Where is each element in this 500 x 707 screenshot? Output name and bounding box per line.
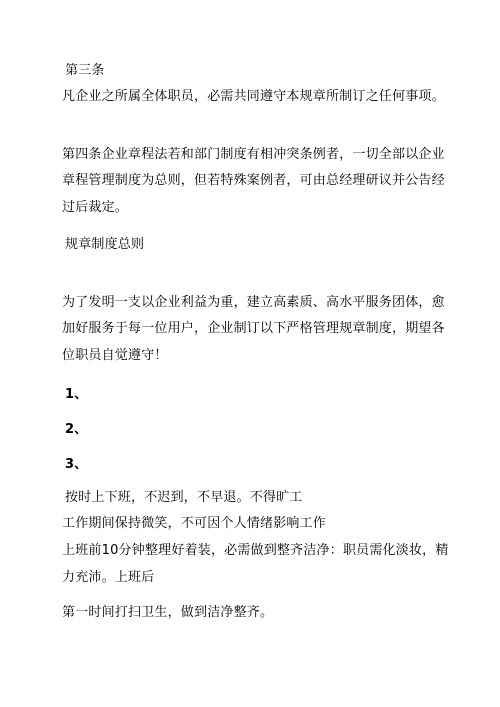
- intro-line-3: 位职员自觉遵守！: [62, 348, 168, 363]
- intro-line-1: 为了发明一支以企业利益为重，建立高素质、高水平服务团体，愈: [62, 295, 445, 310]
- list-number-1: 1、: [65, 387, 88, 402]
- rule-line-5: 第一时间打扫卫生，做到洁净整齐。: [62, 605, 274, 620]
- rule-line-3: 上班前10分钟整理好着装，必需做到整齐洁净：职员需化淡妆，精: [62, 543, 449, 558]
- article-4-line-3: 过后裁定。: [62, 200, 129, 215]
- rule-line-1: 按时上下班，不迟到，不早退。不得旷工: [65, 490, 303, 505]
- section-heading: 规章制度总则: [65, 237, 145, 252]
- rule-line-2: 工作期间保持微笑，不可因个人情绪影响工作: [62, 516, 327, 531]
- article-4-line-2: 章程管理制度为总则，但若特殊案例者，可由总经理研议并公告经: [62, 173, 445, 188]
- intro-line-2: 加好服务于每一位用户，企业制订以下严格管理规章制度，期望各: [62, 321, 445, 336]
- rule-line-4: 力充沛。上班后: [62, 570, 155, 585]
- list-number-3: 3、: [65, 457, 88, 472]
- list-number-2: 2、: [65, 422, 88, 437]
- article-3-heading: 第三条: [65, 63, 105, 78]
- article-4-line-1: 第四条企业章程法若和部门制度有相冲突条例者，一切全部以企业: [62, 147, 445, 162]
- article-3-text: 凡企业之所属全体职员，必需共同遵守本规章所制订之任何事项。: [62, 89, 445, 104]
